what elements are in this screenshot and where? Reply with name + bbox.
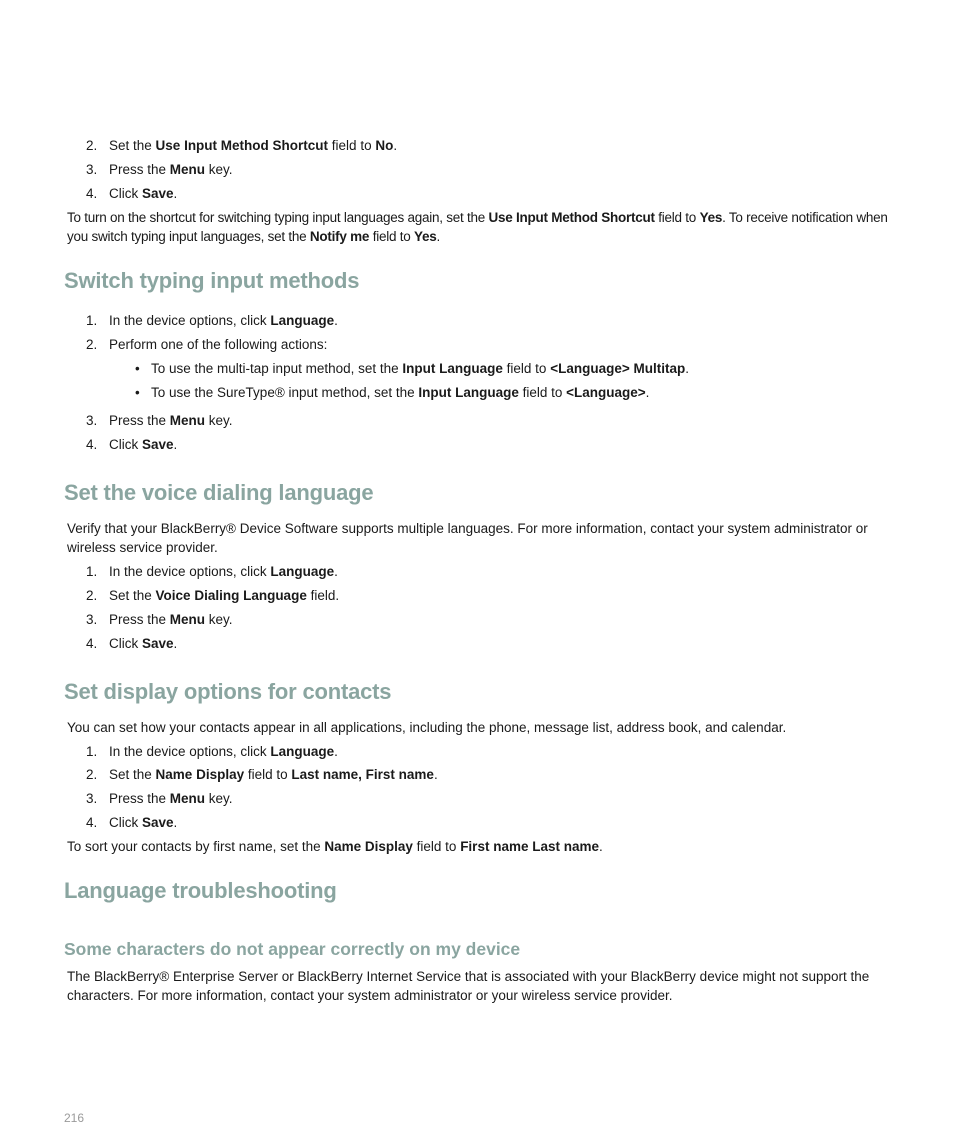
text-run: .: [433, 767, 438, 782]
bold-term: Voice Dialing Language: [155, 588, 307, 603]
text-run: Press the: [109, 413, 170, 428]
step-item: [86, 185, 177, 203]
bullet-item: [135, 360, 689, 378]
step-number: 1.: [86, 564, 98, 579]
step-text: .: [173, 186, 178, 201]
step-item: [86, 137, 397, 155]
text-run: .: [334, 564, 338, 579]
section-intro: You can set how your contacts appear in all applications, including the phone, message list, address book, and calendar.: [67, 720, 787, 735]
section-heading-voice-dialing: Set the voice dialing language: [64, 480, 374, 505]
bold-term: Language: [270, 744, 335, 759]
text-run: .: [173, 636, 178, 651]
step-number: 3.: [86, 612, 98, 627]
bullet-item: [135, 384, 649, 402]
text-run: To use the SureType® input method, set the: [151, 385, 419, 400]
bold-term: Save: [142, 437, 174, 452]
text-run: Set the: [109, 767, 156, 782]
text-run: In the device options, click: [109, 313, 271, 328]
bold-term: Save: [142, 636, 174, 651]
text-run: Click: [109, 437, 142, 452]
subsection-heading: Some characters do not appear correctly on my device: [64, 939, 521, 959]
step-number: 4.: [86, 437, 98, 452]
text-run: Click: [109, 815, 142, 830]
step-number: 2.: [86, 767, 98, 782]
ui-key-name: Menu: [169, 162, 206, 177]
step-text: Press the: [109, 162, 170, 177]
bold-term: Language: [270, 313, 335, 328]
text-run: Set the: [109, 588, 156, 603]
bold-term: <Language>: [566, 385, 646, 400]
text-run: .: [173, 437, 178, 452]
bold-term: Save: [142, 815, 174, 830]
step-text: .: [393, 138, 398, 153]
bold-term: Name Display: [155, 767, 245, 782]
text-run: Click: [109, 636, 142, 651]
step-text: key.: [205, 162, 233, 177]
step-item: [86, 766, 438, 784]
text-run: . To receive notification when you switch typing input languages, set the: [67, 210, 888, 244]
step-item: [86, 336, 327, 354]
bold-term: Yes: [699, 210, 723, 225]
section-note: [67, 837, 907, 856]
step-item: [86, 743, 338, 761]
text-run: field to: [654, 210, 700, 225]
step-item: [86, 436, 177, 454]
bold-term: Use Input Method Shortcut: [488, 210, 655, 225]
intro-note: [67, 208, 907, 246]
text-run: To turn on the shortcut for switching typing input languages again, set the: [67, 210, 489, 225]
text-run: key.: [205, 612, 233, 627]
text-run: Press the: [109, 612, 170, 627]
step-item: [86, 635, 177, 653]
step-text: Click: [109, 186, 142, 201]
step-number: 1.: [86, 744, 98, 759]
step-item: [86, 611, 233, 629]
ui-value: No: [375, 138, 394, 153]
text-run: Perform one of the following actions:: [109, 337, 328, 352]
text-run: To sort your contacts by first name, set the: [67, 839, 325, 854]
text-run: To use the multi-tap input method, set the: [151, 361, 403, 376]
text-run: field.: [306, 588, 340, 603]
text-run: field to: [412, 839, 461, 854]
text-run: .: [334, 744, 338, 759]
bold-term: Language: [270, 564, 335, 579]
text-run: .: [334, 313, 338, 328]
bold-term: Yes: [413, 229, 437, 244]
text-run: key.: [205, 413, 233, 428]
bold-term: Last name, First name: [291, 767, 434, 782]
text-run: In the device options, click: [109, 564, 271, 579]
text-run: field to: [518, 385, 567, 400]
step-item: [86, 587, 339, 605]
bold-term: Input Language: [402, 361, 503, 376]
step-number: 4.: [86, 815, 98, 830]
bold-term: Menu: [169, 612, 206, 627]
text-run: .: [173, 815, 178, 830]
bold-term: Notify me: [309, 229, 370, 244]
subsection-body: The BlackBerry® Enterprise Server or BlackBerry Internet Service that is associated with your BlackBerry device might not support the characters. For more information, contact your system administrator or your wireless service provider.: [67, 969, 870, 1003]
step-number: 3.: [86, 162, 98, 177]
bold-term: Input Language: [418, 385, 519, 400]
text-run: field to: [369, 229, 414, 244]
text-run: Press the: [109, 791, 170, 806]
bullet-icon: •: [135, 385, 140, 400]
text-run: .: [598, 839, 603, 854]
text-run: key.: [205, 791, 233, 806]
step-item: [86, 161, 233, 179]
bold-term: <Language> Multitap: [550, 361, 686, 376]
step-number: 2.: [86, 337, 98, 352]
bold-term: Menu: [169, 413, 206, 428]
step-number: 3.: [86, 413, 98, 428]
step-text: Set the: [109, 138, 156, 153]
step-number: 4.: [86, 636, 98, 651]
step-item: [86, 312, 338, 330]
section-intro: Verify that your BlackBerry® Device Software supports multiple languages. For more information, contact your system administrator or wireless service provider.: [67, 521, 868, 555]
step-item: [86, 563, 338, 581]
text-run: .: [685, 361, 689, 376]
bullet-icon: •: [135, 361, 140, 376]
text-run: .: [436, 229, 441, 244]
section-heading-troubleshooting: Language troubleshooting: [64, 878, 337, 903]
section-heading-display-options: Set display options for contacts: [64, 679, 392, 704]
section-heading-switch-methods: Switch typing input methods: [64, 268, 360, 293]
bold-term: First name Last name: [460, 839, 599, 854]
page-number: 216: [64, 1111, 85, 1125]
bold-term: Menu: [169, 791, 206, 806]
step-item: [86, 412, 233, 430]
ui-menu-item: Save: [142, 186, 174, 201]
text-run: .: [645, 385, 650, 400]
step-number: 1.: [86, 313, 98, 328]
text-run: field to: [502, 361, 551, 376]
bold-term: Name Display: [324, 839, 413, 854]
step-text: field to: [328, 138, 376, 153]
step-item: [86, 790, 233, 808]
text-run: In the device options, click: [109, 744, 271, 759]
ui-field-name: Use Input Method Shortcut: [155, 138, 329, 153]
step-number: 2.: [86, 588, 98, 603]
step-number: 4.: [86, 186, 98, 201]
step-number: 3.: [86, 791, 98, 806]
step-item: [86, 814, 177, 832]
text-run: field to: [244, 767, 292, 782]
step-number: 2.: [86, 138, 98, 153]
